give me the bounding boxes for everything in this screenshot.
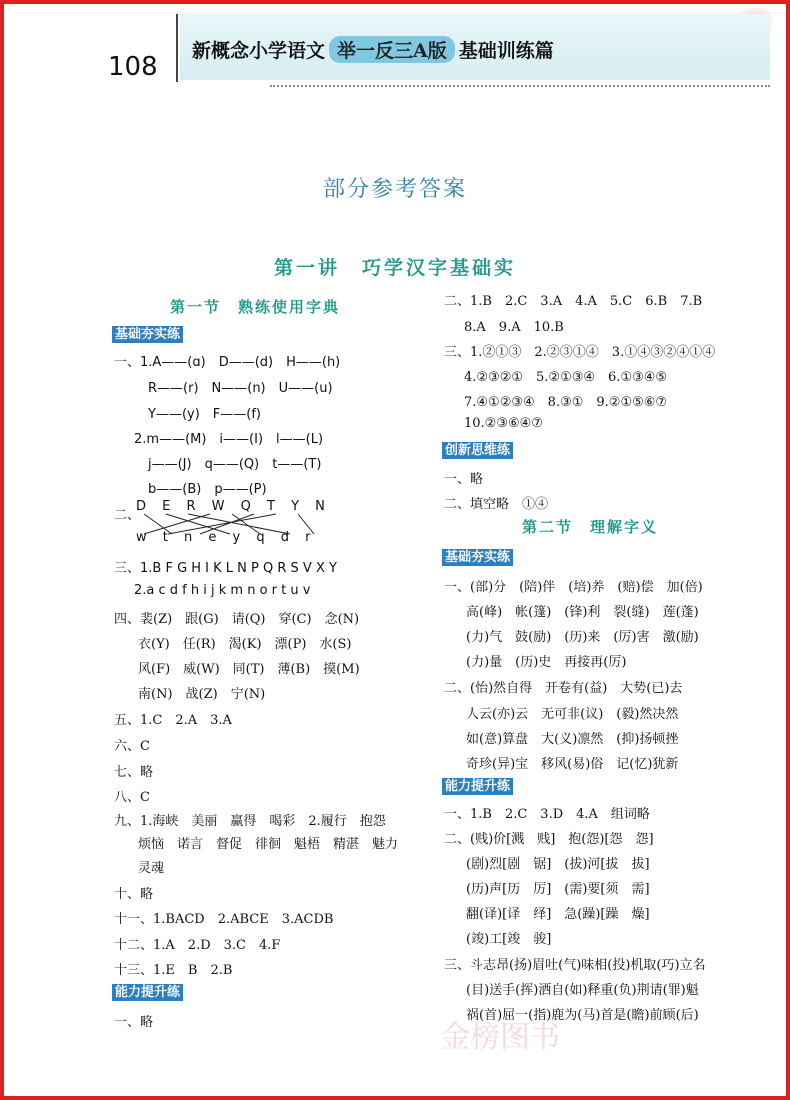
section-title-1: 第一节 熟练使用字典 (170, 298, 341, 316)
header-dotted-rule (270, 85, 770, 87)
matching-bottom-letters: w t n e y q d r (136, 530, 317, 545)
answer-line: 二、填空略 ①④ (444, 497, 549, 512)
answer-line: (目)送手(挥)洒自(如)释重(负)荆请(罪)魁 (466, 983, 699, 998)
label-basic-practice-2: 基础夯实练 (442, 549, 513, 566)
label-ability-practice: 能力提升练 (112, 984, 183, 1001)
edition-badge: 举一反三A版 (329, 36, 455, 63)
answer-line: 奇珍(异)宝 移风(易)俗 记(忆)犹新 (466, 757, 679, 772)
answer-line: 五、1.C 2.A 3.A (114, 713, 232, 728)
answer-line: 一、略 (444, 472, 484, 487)
matching-top-letters: D E R W Q T Y N (136, 499, 331, 514)
answer-line: 十二、1.A 2.D 3.C 4.F (114, 938, 281, 953)
answer-line: 人云(亦)云 无可非(议) (毅)然决然 (466, 707, 679, 722)
answer-line: 三、斗志昂(扬)眉吐(气)味相(投)机取(巧)立名 (444, 958, 706, 973)
answer-line: 十三、1.E B 2.B (114, 963, 233, 978)
answer-line: 三、1.B F G H I K L N P Q R S V X Y (114, 561, 337, 576)
answer-line: 灵魂 (138, 861, 165, 876)
answer-line: 南(N) 战(Z) 宁(N) (138, 687, 266, 702)
answer-line: 翻(译)[译 绎] 急(躁)[躁 燥] (466, 907, 650, 922)
answer-line: 九、1.海峡 美丽 赢得 喝彩 2.履行 抱怨 (114, 814, 386, 829)
answer-line: R——(r) N——(n) U——(u) (148, 381, 333, 396)
answer-line: 2.a c d f h i j k m n o r t u v (134, 583, 311, 598)
series-title-bar (192, 36, 554, 63)
answer-line: 如(意)算盘 大(义)凛然 (抑)扬顿挫 (466, 732, 679, 747)
answer-line: 二、1.B 2.C 3.A 4.A 5.C 6.B 7.B (444, 294, 703, 309)
lecture-title: 第一讲 巧学汉字基础实 (273, 257, 516, 279)
answer-line: (剧)烈[剧 锯] (拔)河[拔 拔] (466, 857, 650, 872)
answer-line: 衣(Y) 任(R) 渴(K) 漂(P) 水(S) (138, 637, 352, 652)
answer-line: Y——(y) F——(f) (148, 407, 261, 422)
answer-line: 十、略 (114, 887, 154, 902)
header-divider (176, 14, 178, 82)
answer-line: 4.②③②① 5.②①③④ 6.①③④⑤ (464, 370, 668, 385)
publisher-watermark: 金榜图书 (440, 1020, 560, 1055)
label-basic-practice: 基础夯实练 (112, 326, 183, 343)
answer-line: 10.②③⑥④⑦ (464, 416, 543, 431)
series-subtitle: 基础训练篇 (458, 40, 554, 62)
answer-line: (力)量 (历)史 再接再(厉) (466, 655, 627, 670)
answer-line: 四、裴(Z) 跟(G) 请(Q) 穿(C) 念(N) (114, 612, 360, 627)
answer-line: 七、略 (114, 765, 154, 780)
page-title: 部分参考答案 (322, 177, 467, 202)
answer-line: 高(峰) 帐(篷) (锋)利 裂(缝) 莲(蓬) (466, 605, 699, 620)
answer-line: 一、1.B 2.C 3.D 4.A 组词略 (444, 807, 650, 822)
answer-line: 7.④①②③④ 8.③① 9.②①⑤⑥⑦ (464, 395, 668, 410)
answer-line: b——(B) p——(P) (148, 482, 267, 497)
answer-line: 2.m——(M) i——(I) l——(L) (134, 432, 324, 447)
answer-line: 一、略 (114, 1015, 154, 1030)
answer-line: 二、(贱)价[溅 贱] 抱(怨)[怨 怨] (444, 832, 654, 847)
answer-line: 六、C (114, 739, 150, 754)
label-ability-practice-2: 能力提升练 (442, 778, 513, 795)
answer-line: (竣)工[竣 骏] (466, 932, 552, 947)
answer-line: j——(J) q——(Q) t——(T) (148, 457, 322, 472)
answer-line: 风(F) 威(W) 同(T) 薄(B) 摸(M) (138, 662, 360, 677)
answer-line: 二、 (114, 508, 141, 523)
label-creative-thinking: 创新思维练 (442, 442, 513, 459)
answer-line: 二、(怡)然自得 开卷有(益) 大势(已)去 (444, 681, 683, 696)
answer-line: (力)气 鼓(励) (历)来 (厉)害 激(励) (466, 630, 699, 645)
answer-line: (历)声[历 厉] (需)要[须 需] (466, 882, 650, 897)
answer-line: 一、1.A——(ɑ) D——(d) H——(h) (114, 355, 341, 370)
answer-line: 8.A 9.A 10.B (464, 320, 564, 335)
answer-line: 十一、1.BACD 2.ABCE 3.ACDB (114, 912, 334, 927)
page-number: 108 (108, 52, 158, 82)
answer-line: 八、C (114, 790, 150, 805)
series-title: 新概念小学语文 (192, 40, 326, 62)
answer-line: 烦恼 诺言 督促 徘徊 魁梧 精湛 魅力 (138, 837, 399, 852)
answer-line: 一、(部)分 (陪)伴 (培)养 (赔)偿 加(倍) (444, 580, 703, 595)
answer-line: 祸(首)屈一(指)鹿为(马)首是(瞻)前顾(后) (466, 1008, 699, 1023)
section-title-2: 第二节 理解字义 (522, 518, 659, 536)
answer-line: 三、1.②①③ 2.②③①④ 3.①④③②④①④ (444, 345, 716, 360)
